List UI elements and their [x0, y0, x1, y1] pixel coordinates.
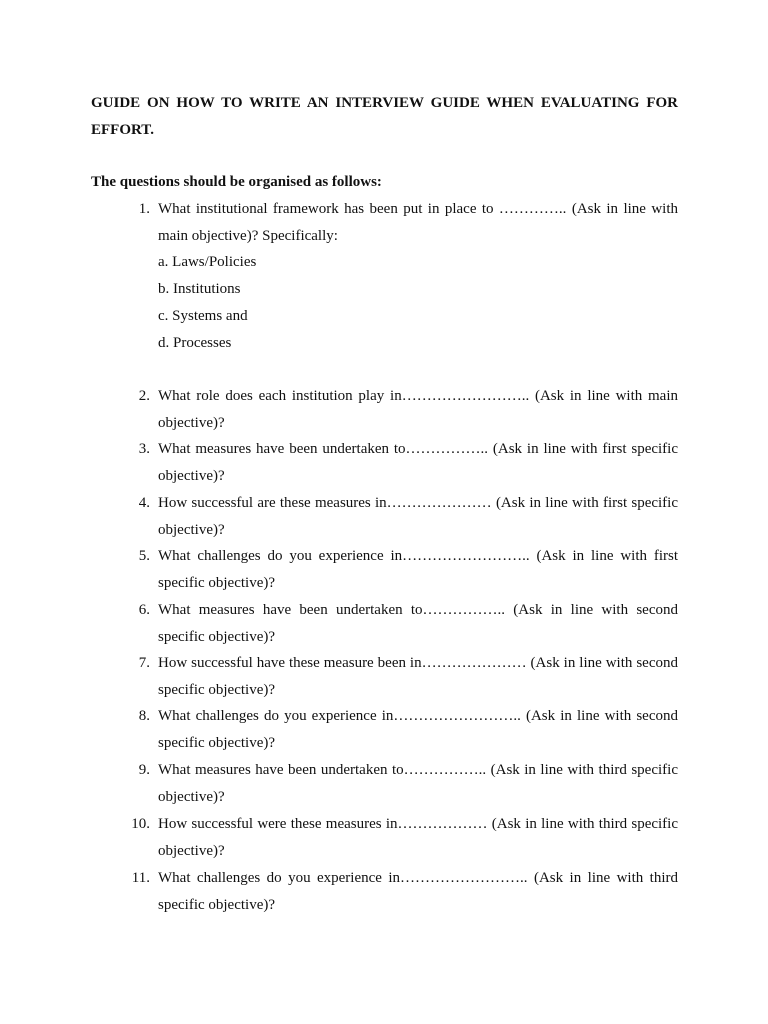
document-title: GUIDE ON HOW TO WRITE AN INTERVIEW GUIDE WHEN EVALUATING FOR EFFORT. [91, 95, 678, 138]
sub-item-laws-policies: a. Laws/Policies [158, 254, 257, 270]
question-text: What measures have been undertaken to…………….. (Ask in line with second specific objective)? [158, 602, 678, 645]
question-text: What challenges do you experience in…………………….. (Ask in line with first specific objective)? [158, 548, 678, 591]
question-number: 2. [138, 388, 150, 404]
question-text: What challenges do you experience in…………………….. (Ask in line with second specific objective)? [158, 708, 678, 751]
question-text: How successful are these measures in………………… (Ask in line with first specific objective)? [158, 495, 678, 538]
sub-item-institutions: b. Institutions [158, 281, 241, 297]
question-number: 1. [138, 201, 150, 217]
question-number: 11. [131, 870, 150, 886]
question-number: 4. [138, 495, 150, 511]
intro-heading: The questions should be organised as follows: [91, 174, 382, 190]
question-text: What challenges do you experience in…………………….. (Ask in line with third specific objective)? [158, 870, 678, 913]
question-text: What measures have been undertaken to…………….. (Ask in line with third specific objective)? [158, 762, 678, 805]
question-text: What institutional framework has been put in place to ………….. (Ask in line with main objective)? Specifically: [158, 201, 678, 244]
question-number: 10. [131, 816, 150, 832]
question-text: What measures have been undertaken to…………….. (Ask in line with first specific objective)? [158, 441, 678, 484]
question-number: 6. [138, 602, 150, 618]
question-number: 9. [138, 762, 150, 778]
question-text: What role does each institution play in…………………….. (Ask in line with main objective)? [158, 388, 678, 431]
question-text: How successful were these measures in……………… (Ask in line with third specific objective)? [158, 816, 678, 859]
sub-item-systems: c. Systems and [158, 308, 248, 324]
sub-item-processes: d. Processes [158, 335, 232, 351]
question-text: How successful have these measure been in………………… (Ask in line with second specific objective)? [158, 655, 678, 698]
question-number: 7. [138, 655, 150, 671]
question-number: 5. [138, 548, 150, 564]
question-number: 3. [138, 441, 150, 457]
question-number: 8. [138, 708, 150, 724]
